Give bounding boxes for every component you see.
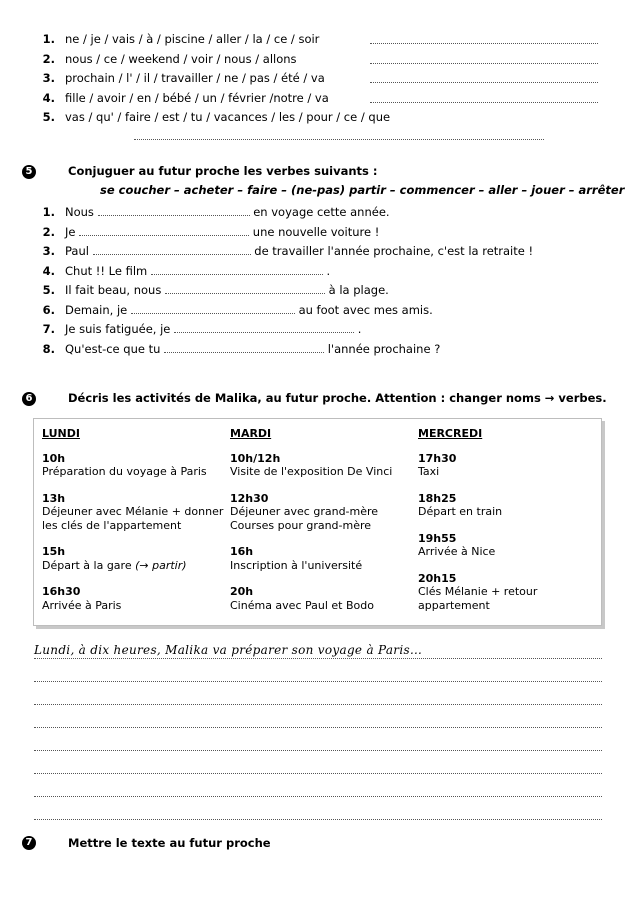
exercise5-item-7: 7. Je suis fatiguée, je . (42, 322, 362, 336)
schedule-column-mercredi: MERCREDI 17h30 Taxi 18h25 Départ en train 19h55 Arrivée à Nice 20h15 Clés Mélanie + retour appartement (418, 427, 593, 612)
answer-line[interactable] (370, 32, 598, 44)
writing-line[interactable] (34, 796, 602, 797)
exercise5-item-5: 5. Il fait beau, nous à la plage. (42, 283, 389, 297)
day-header: MARDI (230, 427, 272, 440)
exercise5-item-1: 1. Nous en voyage cette année. (42, 205, 390, 219)
exercise5-number-badge: 5 (22, 165, 36, 179)
exercise5-item-8: 8. Qu'est-ce que tu l'année prochaine ? (42, 341, 441, 356)
item-text: prochain / l' / il / travailler / ne / pas / été / va (65, 71, 325, 85)
writing-line[interactable] (34, 704, 602, 705)
exercise5-verbs: se coucher – acheter – faire – (ne-pas) partir – commencer – aller – jouer – arrêter (100, 183, 625, 197)
answer-line[interactable] (370, 91, 598, 103)
schedule-table (33, 418, 602, 626)
item-text: fille / avoir / en / bébé / un / février /notre / va (65, 90, 329, 105)
answer-line[interactable] (134, 128, 544, 140)
exercise7-number-badge: 7 (22, 836, 36, 850)
exercise4-item-1: 1. ne / je / vais / à / piscine / aller / la / ce / soir (36, 30, 390, 50)
exercise5-item-2: 2. Je une nouvelle voiture ! (42, 224, 380, 239)
exercise5-list (36, 203, 533, 359)
answer-line[interactable] (370, 71, 598, 83)
writing-line[interactable] (34, 727, 602, 728)
exercise5-item-4: 4. Chut !! Le film . (42, 263, 331, 278)
answer-line[interactable] (165, 282, 325, 294)
answer-line[interactable] (79, 224, 249, 236)
writing-line[interactable] (34, 773, 602, 774)
exercise4-item-4: 4. fille / avoir / en / bébé / un / février /notre / va (36, 89, 390, 109)
item-text: nous / ce / weekend / voir / nous / allons (65, 51, 297, 66)
schedule-column-lundi: LUNDI 10h Préparation du voyage à Paris 13h Déjeuner avec Mélanie + donner les clés de l'appartement 15h Départ à la gare (→ partir) 16h30 Arrivée à Paris (42, 427, 227, 612)
answer-line[interactable] (370, 52, 598, 64)
item-text: ne / je / vais / à / piscine / aller / la / ce / soir (65, 32, 320, 46)
schedule-column-mardi: MARDI 10h/12h Visite de l'exposition De Vinci 12h30 Déjeuner avec grand-mère Courses pour grand-mère 16h Inscription à l'université 20h Cinéma avec Paul et Bodo (230, 427, 415, 612)
exercise4-list (36, 30, 390, 128)
answer-line[interactable] (174, 321, 354, 333)
writing-line[interactable] (34, 750, 602, 751)
answer-line[interactable] (93, 243, 251, 255)
answer-line[interactable] (131, 302, 295, 314)
exercise5-item-6: 6. Demain, je au foot avec mes amis. (42, 302, 433, 317)
exercise6-number-badge: 6 (22, 392, 36, 406)
example-sentence: Lundi, à dix heures, Malika va préparer son voyage à Paris… (34, 643, 423, 657)
item-text: vas / qu' / faire / est / tu / vacances / les / pour / ce / que (65, 110, 391, 124)
answer-line[interactable] (164, 341, 324, 353)
exercise7-title: Mettre le texte au futur proche (68, 836, 271, 850)
exercise5-title: Conjuguer au futur proche les verbes suivants : (68, 164, 378, 178)
exercise5-item-3: 3. Paul de travailler l'année prochaine, c'est la retraite ! (42, 244, 534, 258)
exercise4-item-3: 3. prochain / l' / il / travailler / ne / pas / été / va (36, 69, 390, 89)
day-header: LUNDI (42, 427, 80, 440)
verb-hint: (→ partir) (135, 558, 187, 572)
writing-line[interactable] (34, 819, 602, 820)
exercise6-title: Décris les activités de Malika, au futur proche. Attention : changer noms → verbes. (68, 391, 607, 405)
day-header: MERCREDI (418, 427, 483, 440)
exercise4-item-5: 5. vas / qu' / faire / est / tu / vacances / les / pour / ce / que (42, 110, 391, 124)
answer-line[interactable] (151, 263, 323, 275)
exercise4-item-2: 2. nous / ce / weekend / voir / nous / allons (36, 50, 390, 70)
writing-line[interactable] (34, 681, 602, 682)
writing-line[interactable] (34, 658, 602, 659)
answer-line[interactable] (98, 204, 250, 216)
